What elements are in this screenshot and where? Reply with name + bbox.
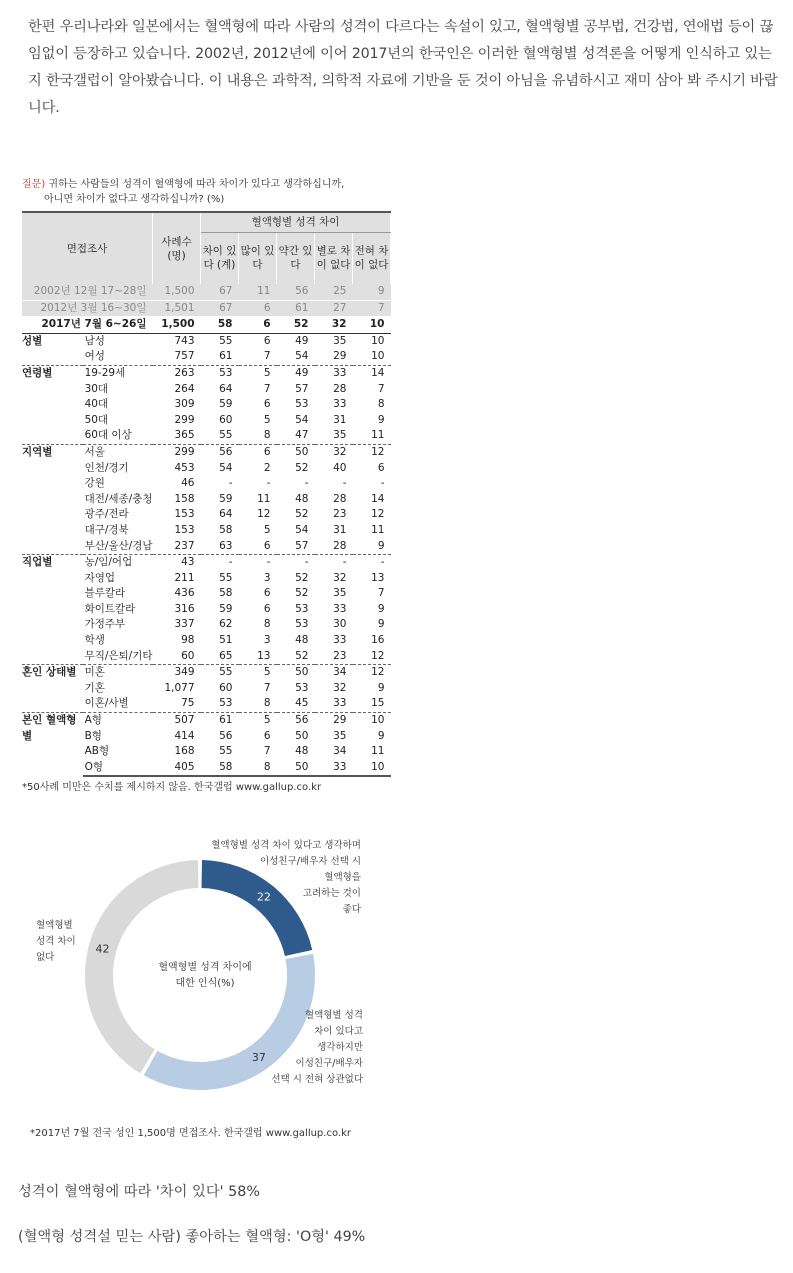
value-cell: 52 — [277, 317, 315, 334]
legend-b-line: 혈액형별 성격 — [304, 1010, 363, 1021]
value-cell: 57 — [295, 382, 309, 395]
header-diff-some: 약간 있다 — [277, 232, 315, 284]
header-survey: 면접조사 — [22, 212, 153, 284]
row-label: 2002년 12월 17~28일 — [22, 284, 153, 300]
value-cell: 9 — [377, 413, 385, 426]
value-cell: 5 — [239, 713, 277, 729]
row-label: 대구/경북 — [84, 523, 129, 536]
center-line: 혈액형별 성격 차이에 — [158, 962, 252, 973]
question-line-1: 귀하는 사람들의 성격이 혈액형에 따라 차이가 있다고 생각하십니까, — [48, 179, 345, 190]
value-cell: 54 — [295, 350, 309, 363]
legend-a-line: 혈액형을 — [324, 872, 361, 883]
n-cell: 453 — [174, 461, 195, 474]
value-cell: 7 — [353, 300, 391, 317]
value-cell: 52 — [295, 571, 309, 584]
n-cell: 436 — [174, 587, 195, 600]
value-cell: 55 — [219, 571, 233, 584]
n-cell: 1,501 — [153, 300, 201, 317]
n-cell: 1,500 — [153, 284, 201, 300]
value-cell: 49 — [295, 334, 309, 347]
value-cell: 9 — [353, 284, 391, 300]
value-cell: 9 — [377, 729, 385, 742]
row-label: 60대 이상 — [84, 429, 132, 442]
value-cell: 67 — [201, 300, 239, 317]
survey-question — [22, 177, 344, 207]
row-label: 미혼 — [83, 665, 153, 681]
value-cell: 53 — [295, 602, 309, 615]
value-cell: 8 — [377, 398, 385, 411]
row-label: 농/임/어업 — [83, 555, 153, 571]
value-cell: 48 — [295, 745, 309, 758]
value-cell: 55 — [219, 745, 233, 758]
n-cell: 757 — [174, 350, 195, 363]
value-cell: - — [353, 555, 391, 571]
value-cell: 48 — [295, 492, 309, 505]
value-cell: 62 — [219, 618, 233, 631]
table-note: *50사례 미만은 수치를 제시하지 않음. 한국갤럽 www.gallup.co.kr — [22, 782, 322, 793]
row-label: 2017년 7월 6~26일 — [22, 317, 153, 334]
value-cell: 9 — [377, 539, 385, 552]
n-cell: 263 — [153, 365, 201, 381]
value-cell: 5 — [263, 413, 271, 426]
group-label: 직업별 — [22, 555, 83, 665]
value-cell: 7 — [377, 382, 385, 395]
value-cell: 55 — [219, 429, 233, 442]
value-cell: 13 — [257, 649, 271, 662]
chart-note: *2017년 7월 전국 성인 1,500명 면접조사. 한국갤럽 www.gallup.co.kr — [30, 1128, 351, 1139]
value-cell: 32 — [333, 681, 347, 694]
value-cell: 50 — [277, 760, 315, 777]
legend-b-line: 생각하지만 — [317, 1042, 363, 1053]
value-cell: 2 — [263, 461, 271, 474]
value-cell: 11 — [371, 523, 385, 536]
n-cell: 46 — [181, 477, 195, 490]
value-cell: 51 — [219, 634, 233, 647]
n-cell: 264 — [174, 382, 195, 395]
n-cell: 237 — [174, 539, 195, 552]
value-cell: 12 — [353, 444, 391, 460]
table-row — [22, 333, 391, 349]
legend-a-line: 고려하는 것이 — [302, 888, 361, 899]
row-label: 무직/은퇴/기타 — [84, 649, 153, 662]
value-cell: 60 — [219, 681, 233, 694]
value-cell: 6 — [239, 444, 277, 460]
row-label: 기혼 — [84, 681, 105, 694]
value-cell: 33 — [315, 760, 353, 777]
value-cell: 15 — [371, 697, 385, 710]
value-cell: 6 — [239, 300, 277, 317]
value-cell: 54 — [295, 413, 309, 426]
value-cell: 65 — [219, 649, 233, 662]
value-cell: 8 — [263, 429, 271, 442]
value-cell: 53 — [295, 681, 309, 694]
value-cell: 35 — [333, 334, 347, 347]
header-diff-much: 많이 있다 — [239, 232, 277, 284]
donut-value-label: 37 — [251, 1051, 266, 1065]
n-cell: 153 — [174, 508, 195, 521]
value-cell: 48 — [295, 634, 309, 647]
value-cell: 14 — [371, 492, 385, 505]
value-cell: 6 — [377, 461, 385, 474]
value-cell: 55 — [219, 334, 233, 347]
value-cell: 50 — [277, 665, 315, 681]
row-label: 서울 — [83, 444, 153, 460]
donut-center-label — [140, 960, 270, 992]
donut-value-label: 42 — [95, 942, 110, 956]
row-label: 블루칼라 — [84, 587, 126, 600]
value-cell: 60 — [219, 413, 233, 426]
table-body — [22, 284, 391, 776]
header-diff-total: 차이 있다 (계) — [201, 232, 239, 284]
value-cell: 10 — [371, 334, 385, 347]
row-label: 2012년 3월 16~30일 — [22, 300, 153, 317]
value-cell: - — [380, 477, 385, 490]
n-cell: 1,077 — [164, 681, 195, 694]
header-n: 사례수 (명) — [153, 212, 201, 284]
legend-c — [36, 918, 106, 966]
value-cell: 29 — [333, 350, 347, 363]
value-cell: 23 — [333, 508, 347, 521]
value-cell: 57 — [295, 539, 309, 552]
value-cell: - — [266, 477, 271, 490]
value-cell: 7 — [377, 587, 385, 600]
value-cell: 45 — [295, 697, 309, 710]
value-cell: 7 — [263, 745, 271, 758]
value-cell: 9 — [377, 681, 385, 694]
value-cell: 10 — [371, 350, 385, 363]
value-cell: 7 — [263, 681, 271, 694]
n-cell: 743 — [174, 334, 195, 347]
value-cell: 31 — [333, 413, 347, 426]
value-cell: - — [315, 555, 353, 571]
legend-a — [196, 838, 361, 918]
group-label: 성별 — [22, 334, 43, 347]
value-cell: 10 — [353, 317, 391, 334]
value-cell: 10 — [353, 713, 391, 729]
row-label: 인천/경기 — [84, 461, 129, 474]
value-cell: 61 — [201, 713, 239, 729]
value-cell: 10 — [353, 760, 391, 777]
summary-line-1: 성격이 혈액형에 따라 '차이 있다' 58% — [18, 1184, 260, 1200]
legend-b-line: 차이 있다고 — [314, 1026, 363, 1037]
value-cell: 34 — [333, 745, 347, 758]
value-cell: 50 — [277, 444, 315, 460]
table-row — [22, 317, 391, 334]
row-label: 대전/세종/충청 — [84, 492, 153, 505]
value-cell: 59 — [219, 398, 233, 411]
row-label: 자영업 — [84, 571, 115, 584]
value-cell: 7 — [263, 350, 271, 363]
value-cell: 50 — [295, 729, 309, 742]
n-cell: 414 — [174, 729, 195, 742]
row-label: 19-29세 — [83, 365, 153, 381]
group-label: 연령별 — [22, 365, 83, 444]
row-label: 가정주부 — [84, 618, 126, 631]
value-cell: - — [277, 555, 315, 571]
group-label: 지역별 — [22, 444, 83, 554]
legend-c-line: 혈액형별 — [36, 920, 73, 931]
value-cell: 13 — [371, 571, 385, 584]
value-cell: 55 — [201, 665, 239, 681]
value-cell: 28 — [333, 539, 347, 552]
n-cell: 309 — [174, 398, 195, 411]
n-cell: 365 — [174, 429, 195, 442]
value-cell: 61 — [219, 350, 233, 363]
value-cell: 40 — [333, 461, 347, 474]
value-cell: 12 — [257, 508, 271, 521]
value-cell: 6 — [239, 317, 277, 334]
row-label: O형 — [83, 760, 153, 777]
legend-a-line: 혈액형별 성격 차이 있다고 생각하며 — [211, 840, 361, 851]
value-cell: 33 — [333, 634, 347, 647]
value-cell: 33 — [333, 697, 347, 710]
n-cell: 43 — [153, 555, 201, 571]
value-cell: 6 — [263, 539, 271, 552]
value-cell: 61 — [277, 300, 315, 317]
n-cell: 316 — [174, 602, 195, 615]
question-line-2: 아니면 차이가 없다고 생각하십니까? (%) — [44, 194, 225, 205]
value-cell: 58 — [201, 760, 239, 777]
n-cell: 405 — [153, 760, 201, 777]
value-cell: 9 — [377, 618, 385, 631]
donut-value-label: 22 — [256, 890, 271, 904]
value-cell: - — [239, 555, 277, 571]
summary-line-2: (혈액형 성격설 믿는 사람) 좋아하는 혈액형: 'O형' 49% — [18, 1229, 366, 1245]
value-cell: 31 — [333, 523, 347, 536]
value-cell: 64 — [219, 382, 233, 395]
legend-b — [271, 1008, 363, 1088]
value-cell: 56 — [277, 713, 315, 729]
value-cell: 16 — [371, 634, 385, 647]
n-cell: 507 — [153, 713, 201, 729]
n-cell: 168 — [174, 745, 195, 758]
value-cell: 53 — [201, 365, 239, 381]
value-cell: - — [304, 477, 309, 490]
value-cell: 52 — [295, 649, 309, 662]
value-cell: 49 — [277, 365, 315, 381]
value-cell: 11 — [371, 745, 385, 758]
value-cell: - — [342, 477, 347, 490]
n-cell: 1,500 — [153, 317, 201, 334]
value-cell: 9 — [377, 602, 385, 615]
legend-c-line: 성격 차이 — [36, 936, 76, 947]
value-cell: 32 — [315, 444, 353, 460]
value-cell: 6 — [263, 334, 271, 347]
value-cell: 54 — [219, 461, 233, 474]
n-cell: 98 — [181, 634, 195, 647]
value-cell: 52 — [295, 461, 309, 474]
group-label: 본인 혈액형별 — [22, 713, 83, 777]
table-row — [22, 665, 391, 681]
value-cell: 12 — [371, 508, 385, 521]
row-label: AB형 — [84, 745, 110, 758]
value-cell: 14 — [353, 365, 391, 381]
n-cell: 158 — [174, 492, 195, 505]
value-cell: 33 — [315, 365, 353, 381]
row-label: B형 — [84, 729, 102, 742]
value-cell: 29 — [315, 713, 353, 729]
donut-chart — [0, 830, 400, 1130]
legend-a-line: 이성친구/배우자 선택 시 — [259, 856, 361, 867]
value-cell: 58 — [219, 523, 233, 536]
value-cell: 23 — [333, 649, 347, 662]
value-cell: 59 — [219, 602, 233, 615]
value-cell: 5 — [263, 523, 271, 536]
value-cell: 32 — [333, 571, 347, 584]
row-label: 이혼/사별 — [84, 697, 129, 710]
value-cell: 47 — [295, 429, 309, 442]
value-cell: 8 — [239, 760, 277, 777]
value-cell: 33 — [333, 398, 347, 411]
table-row — [22, 555, 391, 571]
group-label: 혼인 상태별 — [22, 665, 83, 713]
row-label: 화이트칼라 — [84, 602, 136, 615]
row-label: A형 — [83, 713, 153, 729]
value-cell: 25 — [315, 284, 353, 300]
value-cell: 11 — [371, 429, 385, 442]
value-cell: 5 — [239, 665, 277, 681]
value-cell: - — [201, 555, 239, 571]
legend-a-line: 좋다 — [342, 904, 361, 915]
n-cell: 211 — [174, 571, 195, 584]
n-cell: 60 — [181, 649, 195, 662]
value-cell: 52 — [295, 508, 309, 521]
value-cell: 6 — [263, 602, 271, 615]
value-cell: 54 — [295, 523, 309, 536]
value-cell: 35 — [333, 587, 347, 600]
value-cell: 56 — [277, 284, 315, 300]
value-cell: 58 — [201, 317, 239, 334]
center-line: 대한 인식(%) — [175, 978, 235, 989]
value-cell: 6 — [263, 398, 271, 411]
value-cell: 58 — [219, 587, 233, 600]
value-cell: 64 — [219, 508, 233, 521]
row-label: 50대 — [84, 413, 109, 426]
legend-b-line: 이성친구/배우자 — [295, 1058, 363, 1069]
header-no-diff: 별로 차이 없다 — [315, 232, 353, 284]
value-cell: 33 — [333, 602, 347, 615]
value-cell: 6 — [263, 587, 271, 600]
question-tag: 질문) — [22, 179, 46, 190]
table-row — [22, 444, 391, 460]
value-cell: 12 — [353, 665, 391, 681]
value-cell: 63 — [219, 539, 233, 552]
row-label: 부산/울산/경남 — [84, 539, 153, 552]
value-cell: 27 — [315, 300, 353, 317]
value-cell: - — [228, 477, 233, 490]
survey-table — [22, 211, 391, 777]
value-cell: 11 — [239, 284, 277, 300]
row-label: 40대 — [84, 398, 109, 411]
value-cell: 3 — [263, 634, 271, 647]
value-cell: 35 — [333, 429, 347, 442]
legend-c-line: 없다 — [36, 952, 55, 963]
value-cell: 34 — [315, 665, 353, 681]
row-label: 광주/전라 — [84, 508, 129, 521]
value-cell: 56 — [201, 444, 239, 460]
value-cell: 67 — [201, 284, 239, 300]
value-cell: 28 — [333, 492, 347, 505]
value-cell: 32 — [315, 317, 353, 334]
value-cell: 56 — [219, 729, 233, 742]
value-cell: 59 — [219, 492, 233, 505]
value-cell: 6 — [263, 729, 271, 742]
value-cell: 53 — [295, 618, 309, 631]
row-label: 남성 — [84, 334, 105, 347]
n-cell: 75 — [181, 697, 195, 710]
value-cell: 12 — [371, 649, 385, 662]
value-cell: 5 — [239, 365, 277, 381]
value-cell: 53 — [295, 398, 309, 411]
value-cell: 53 — [219, 697, 233, 710]
n-cell: 299 — [174, 413, 195, 426]
table-row — [22, 713, 391, 729]
value-cell: 11 — [257, 492, 271, 505]
value-cell: 28 — [333, 382, 347, 395]
table-row — [22, 284, 391, 300]
value-cell: 52 — [295, 587, 309, 600]
header-none: 전혀 차이 없다 — [353, 232, 391, 284]
value-cell: 35 — [333, 729, 347, 742]
value-cell: 3 — [263, 571, 271, 584]
row-label: 학생 — [84, 634, 105, 647]
table-row — [22, 300, 391, 317]
row-label: 강원 — [84, 477, 105, 490]
n-cell: 299 — [153, 444, 201, 460]
n-cell: 349 — [153, 665, 201, 681]
value-cell: 7 — [263, 382, 271, 395]
value-cell: 30 — [333, 618, 347, 631]
value-cell: 8 — [263, 697, 271, 710]
legend-b-line: 선택 시 전혀 상관없다 — [271, 1074, 363, 1085]
header-group: 혈액형별 성격 차이 — [201, 212, 391, 232]
n-cell: 153 — [174, 523, 195, 536]
table-row — [22, 365, 391, 381]
row-label: 여성 — [84, 350, 105, 363]
intro-paragraph: 한편 우리나라와 일본에서는 혈액형에 따라 사람의 성격이 다르다는 속설이 있고, 혈액형별 공부법, 건강법, 연애법 등이 끊임없이 등장하고 있습니다. 2002년, 2012년에 이어 2017년의 한국인은 이러한 혈액형별 성격론을 어떻게 인식하고 있는지 한국갤럽이 알아봤습니다. 이 내용은 과학적, 의학적 자료에 기반을 둔 것이 아님을 유념하시고 재미 삼아 봐 주시기 바랍니다. — [28, 19, 778, 116]
value-cell: 8 — [263, 618, 271, 631]
n-cell: 337 — [174, 618, 195, 631]
row-label: 30대 — [84, 382, 109, 395]
